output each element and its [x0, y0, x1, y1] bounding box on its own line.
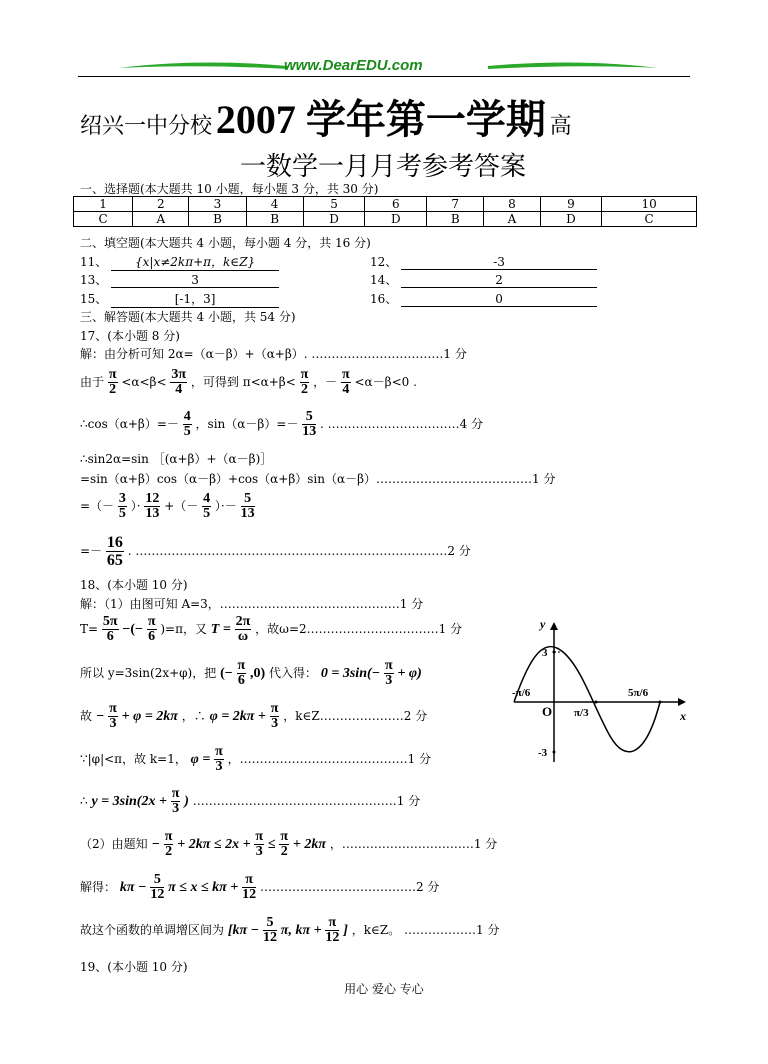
- fraction: [102, 615, 119, 644]
- choice-answer-table: [73, 196, 697, 227]
- q17-line7: [80, 534, 471, 569]
- footer-text: 用心 爱心 专心: [344, 982, 424, 996]
- denominator: 13: [302, 424, 317, 439]
- text: + φ = 2kπ: [121, 709, 178, 724]
- table-cell: 5: [303, 197, 365, 212]
- fraction: [147, 615, 157, 644]
- text: [kπ −: [227, 923, 260, 938]
- text: φ =: [190, 752, 211, 767]
- tick-point: [595, 701, 598, 704]
- fraction: [171, 787, 181, 816]
- fraction: [237, 659, 247, 688]
- table-cell: D: [540, 212, 602, 227]
- table-cell: C: [74, 212, 133, 227]
- q17-line2: [80, 368, 417, 397]
- table-row-answers: [74, 212, 697, 227]
- denominator: 13: [240, 506, 255, 521]
- q18-line5: [80, 745, 431, 774]
- text: −(−: [122, 622, 144, 637]
- table-cell: 10: [602, 197, 697, 212]
- fraction: [263, 916, 277, 945]
- table-cell: 1: [74, 197, 133, 212]
- fraction: [150, 873, 164, 902]
- text: 由于: [80, 375, 105, 389]
- numerator: π: [384, 658, 393, 673]
- text: )=π，又: [160, 622, 207, 636]
- q17-line5: =sin（α+β）cos（α－β）+cos（α+β）sin（α－β）…………………………………1 分: [80, 472, 556, 486]
- fill-item-16: [370, 290, 597, 307]
- numerator: 5π: [102, 614, 118, 629]
- text: + 2kπ: [292, 837, 327, 852]
- table-cell: A: [484, 212, 540, 227]
- denominator: 13: [145, 506, 160, 521]
- fraction: [300, 368, 310, 397]
- header-rule: [78, 76, 690, 77]
- table-cell: 7: [427, 197, 484, 212]
- title-year-term: 2007 学年第一学期: [215, 97, 546, 142]
- table-cell: 6: [365, 197, 427, 212]
- denominator: 6: [106, 629, 114, 644]
- section1-heading: 一、选择题(本大题共 10 小题，每小题 3 分，共 30 分): [80, 182, 379, 196]
- item-answer: {x|x≠2kπ+π，k∈Z}: [111, 253, 279, 271]
- fraction: [384, 659, 394, 688]
- q18-line4: [80, 702, 427, 731]
- fraction: [118, 492, 127, 521]
- denominator: 3: [271, 716, 279, 731]
- item-number: 11、: [80, 255, 108, 269]
- fraction: [214, 745, 224, 774]
- fraction: [341, 368, 351, 397]
- item-number: 15、: [80, 292, 108, 306]
- text: ，……………………………1 分: [329, 837, 498, 851]
- numerator: π: [164, 829, 173, 844]
- numerator: π: [300, 367, 309, 382]
- numerator: π: [270, 701, 279, 716]
- q18-line2: [80, 615, 462, 644]
- text: + φ): [397, 666, 422, 681]
- numerator: π: [255, 829, 264, 844]
- text: + 2kπ ≤ 2x +: [177, 837, 251, 852]
- fraction: [254, 830, 264, 859]
- text: ): [184, 794, 189, 809]
- x-left-label: -π/6: [512, 687, 531, 699]
- text: ，k∈Z。 ………………1 分: [351, 923, 500, 937]
- fill-item-12: [370, 253, 597, 270]
- fraction: [279, 830, 289, 859]
- fill-item-13: [80, 271, 279, 288]
- table-cell: B: [427, 212, 484, 227]
- text: ，……………………………………1 分: [227, 752, 432, 766]
- text: ∴: [80, 794, 88, 808]
- text: ）·－: [214, 499, 237, 513]
- text: . ……………………………………………………………………2 分: [127, 544, 471, 558]
- numerator: π: [280, 829, 289, 844]
- denominator: 3: [385, 673, 393, 688]
- fraction: [183, 410, 192, 439]
- x-mid-label: π/3: [574, 707, 589, 719]
- fraction: [202, 492, 211, 521]
- text: ，∴: [181, 709, 206, 723]
- item-number: 14、: [370, 273, 398, 287]
- denominator: 6: [237, 673, 245, 688]
- q18-heading: 18、(本小题 10 分): [80, 578, 188, 592]
- title-suffix: 高: [549, 114, 572, 139]
- item-answer: 2: [401, 273, 597, 288]
- q18-line1: 解：（1）由图可知 A=3，………………………………………1 分: [80, 597, 424, 611]
- denominator: 6: [148, 629, 156, 644]
- text: ∴cos（α+β）=－: [80, 417, 179, 431]
- numerator: π: [237, 658, 246, 673]
- numerator: 16: [106, 534, 123, 551]
- y-min-label: -3: [538, 747, 548, 759]
- text: ]: [343, 923, 348, 938]
- table-cell: D: [303, 212, 365, 227]
- numerator: π: [108, 367, 117, 382]
- site-logo: www.DearEDU.com: [284, 57, 423, 74]
- fraction: [325, 916, 339, 945]
- tick-point: [553, 651, 556, 654]
- q18-line7: [80, 830, 497, 859]
- numerator: 5: [241, 492, 255, 507]
- numerator: π: [171, 786, 180, 801]
- table-cell: B: [189, 212, 246, 227]
- text: 所以 y=3sin(2x+φ)，把: [80, 666, 217, 680]
- item-answer: [-1，3]: [111, 290, 279, 308]
- text: 解得：: [80, 880, 117, 894]
- fraction: [170, 368, 187, 397]
- table-cell: D: [365, 212, 427, 227]
- sine-graph: [508, 616, 692, 764]
- fill-item-11: [80, 253, 279, 271]
- numerator: 2π: [235, 614, 251, 629]
- denominator: 5: [183, 424, 191, 439]
- fraction: [235, 615, 252, 644]
- q18-line9: [80, 916, 499, 945]
- text: ……………………………………………1 分: [192, 794, 421, 808]
- origin-label: O: [542, 704, 553, 719]
- text: ，k∈Z…………………2 分: [283, 709, 428, 723]
- text: ，sin（α－β）=－: [195, 417, 299, 431]
- text: 0 = 3sin(−: [320, 666, 381, 681]
- tick-point: [553, 751, 556, 754]
- q18-line8: [80, 873, 439, 902]
- q17-line3: [80, 410, 483, 439]
- denominator: 2: [109, 382, 117, 397]
- fraction: [144, 492, 160, 521]
- numerator: 4: [203, 491, 211, 506]
- fraction: [164, 830, 174, 859]
- denominator: 4: [342, 382, 350, 397]
- text: （2）由题知: [80, 837, 148, 851]
- numerator: π: [242, 873, 256, 888]
- q17-line1: 解：由分析可知 2α=（α－β）+（α+β）. ……………………………1 分: [80, 347, 467, 361]
- denominator: 12: [325, 930, 340, 945]
- denominator: 3: [172, 801, 180, 816]
- table-cell: C: [602, 212, 697, 227]
- q18-line3: [80, 659, 422, 688]
- denominator: ω: [237, 629, 249, 644]
- numerator: π: [215, 744, 223, 759]
- denominator: 3: [109, 716, 117, 731]
- text: 代入得：: [269, 666, 318, 680]
- numerator: π: [109, 701, 117, 716]
- denominator: 2: [165, 844, 173, 859]
- text: 故这个函数的单调增区间为: [80, 923, 225, 937]
- table-cell: 9: [540, 197, 602, 212]
- sine-curve: [514, 647, 660, 752]
- title-school: 绍兴一中分校: [80, 114, 213, 139]
- item-answer: -3: [401, 255, 597, 270]
- q17-heading: 17、(本小题 8 分): [80, 329, 180, 343]
- section2-heading: 二、填空题(本大题共 4 小题，每小题 4 分，共 16 分): [80, 236, 371, 250]
- fraction: [106, 534, 124, 569]
- fraction: [270, 702, 280, 731]
- table-cell: 8: [484, 197, 540, 212]
- numerator: 5: [150, 873, 164, 888]
- denominator: 12: [262, 930, 277, 945]
- table-cell: 4: [246, 197, 303, 212]
- denominator: 2: [280, 844, 288, 859]
- text: (−: [220, 666, 233, 681]
- table-cell: B: [246, 212, 303, 227]
- text: …………………………………2 分: [259, 880, 440, 894]
- item-answer: 3: [111, 273, 279, 288]
- page-subtitle: 一数学一月月考参考答案: [240, 152, 527, 182]
- x-axis-arrow-icon: [678, 698, 686, 706]
- text: ≤: [267, 837, 276, 852]
- fraction: [108, 368, 118, 397]
- text: <α<β<: [121, 375, 167, 389]
- numerator: 3π: [171, 367, 187, 382]
- table-cell: A: [133, 212, 189, 227]
- numerator: 4: [183, 409, 191, 424]
- fill-item-14: [370, 271, 597, 288]
- text: ,0): [250, 666, 266, 681]
- fraction: [242, 873, 256, 902]
- text: . ……………………………4 分: [320, 417, 484, 431]
- text: ，－: [313, 375, 338, 389]
- text: kπ −: [119, 880, 147, 895]
- q18-line6: [80, 787, 420, 816]
- denominator: 5: [118, 506, 126, 521]
- text: +（－: [164, 499, 199, 513]
- x-right-label: 5π/6: [628, 687, 649, 699]
- text: =（－: [80, 499, 115, 513]
- tick-point: [659, 701, 662, 704]
- item-number: 12、: [370, 255, 398, 269]
- q17-line6: [80, 492, 255, 521]
- numerator: 3: [118, 491, 126, 506]
- numerator: π: [325, 916, 339, 931]
- text: T=: [80, 622, 99, 636]
- denominator: 12: [150, 887, 165, 902]
- numerator: 12: [145, 491, 160, 506]
- text: =－: [80, 544, 103, 558]
- denominator: 3: [215, 759, 223, 774]
- page-title: [80, 88, 572, 145]
- text: π ≤ x ≤ kπ +: [168, 880, 239, 895]
- fraction: [241, 492, 255, 521]
- denominator: 3: [255, 844, 263, 859]
- text: ∵|φ|<π，故 k=1，: [80, 752, 187, 766]
- text: y = 3sin(2x +: [91, 794, 167, 809]
- q17-line4: ∴sin2α=sin ［(α+β）+（α－β)］: [80, 452, 273, 466]
- x-axis-label: x: [680, 709, 686, 723]
- text: ）·: [130, 499, 141, 513]
- q19-heading: 19、(本小题 10 分): [80, 960, 188, 974]
- denominator: 12: [242, 887, 257, 902]
- table-cell: 2: [133, 197, 189, 212]
- fill-item-15: [80, 290, 279, 308]
- numerator: 5: [302, 410, 316, 425]
- y-max-label: 3: [542, 647, 548, 659]
- numerator: 5: [263, 916, 277, 931]
- text: φ = 2kπ +: [209, 709, 266, 724]
- denominator: 65: [106, 552, 123, 569]
- text: π, kπ +: [280, 923, 322, 938]
- item-number: 13、: [80, 273, 108, 287]
- denominator: 2: [300, 382, 308, 397]
- denominator: 5: [203, 506, 211, 521]
- text: −: [95, 709, 105, 724]
- denominator: 4: [175, 382, 183, 397]
- item-answer: 0: [401, 292, 597, 307]
- text: ，故ω=2……………………………1 分: [255, 622, 463, 636]
- fraction: [302, 410, 316, 439]
- y-axis-arrow-icon: [550, 622, 558, 630]
- item-number: 16、: [370, 292, 398, 306]
- y-axis-label: y: [540, 617, 546, 631]
- text: <α－β<0 .: [354, 375, 417, 389]
- fraction: [108, 702, 118, 731]
- table-row-numbers: [74, 197, 697, 212]
- numerator: π: [147, 614, 156, 629]
- text: T =: [210, 622, 231, 637]
- text: ，可得到 π<α+β<: [190, 375, 296, 389]
- table-cell: 3: [189, 197, 246, 212]
- text: 故: [80, 709, 93, 723]
- section3-heading: 三、解答题(本大题共 4 小题，共 54 分): [80, 310, 296, 324]
- text: −: [151, 837, 160, 852]
- numerator: π: [341, 367, 350, 382]
